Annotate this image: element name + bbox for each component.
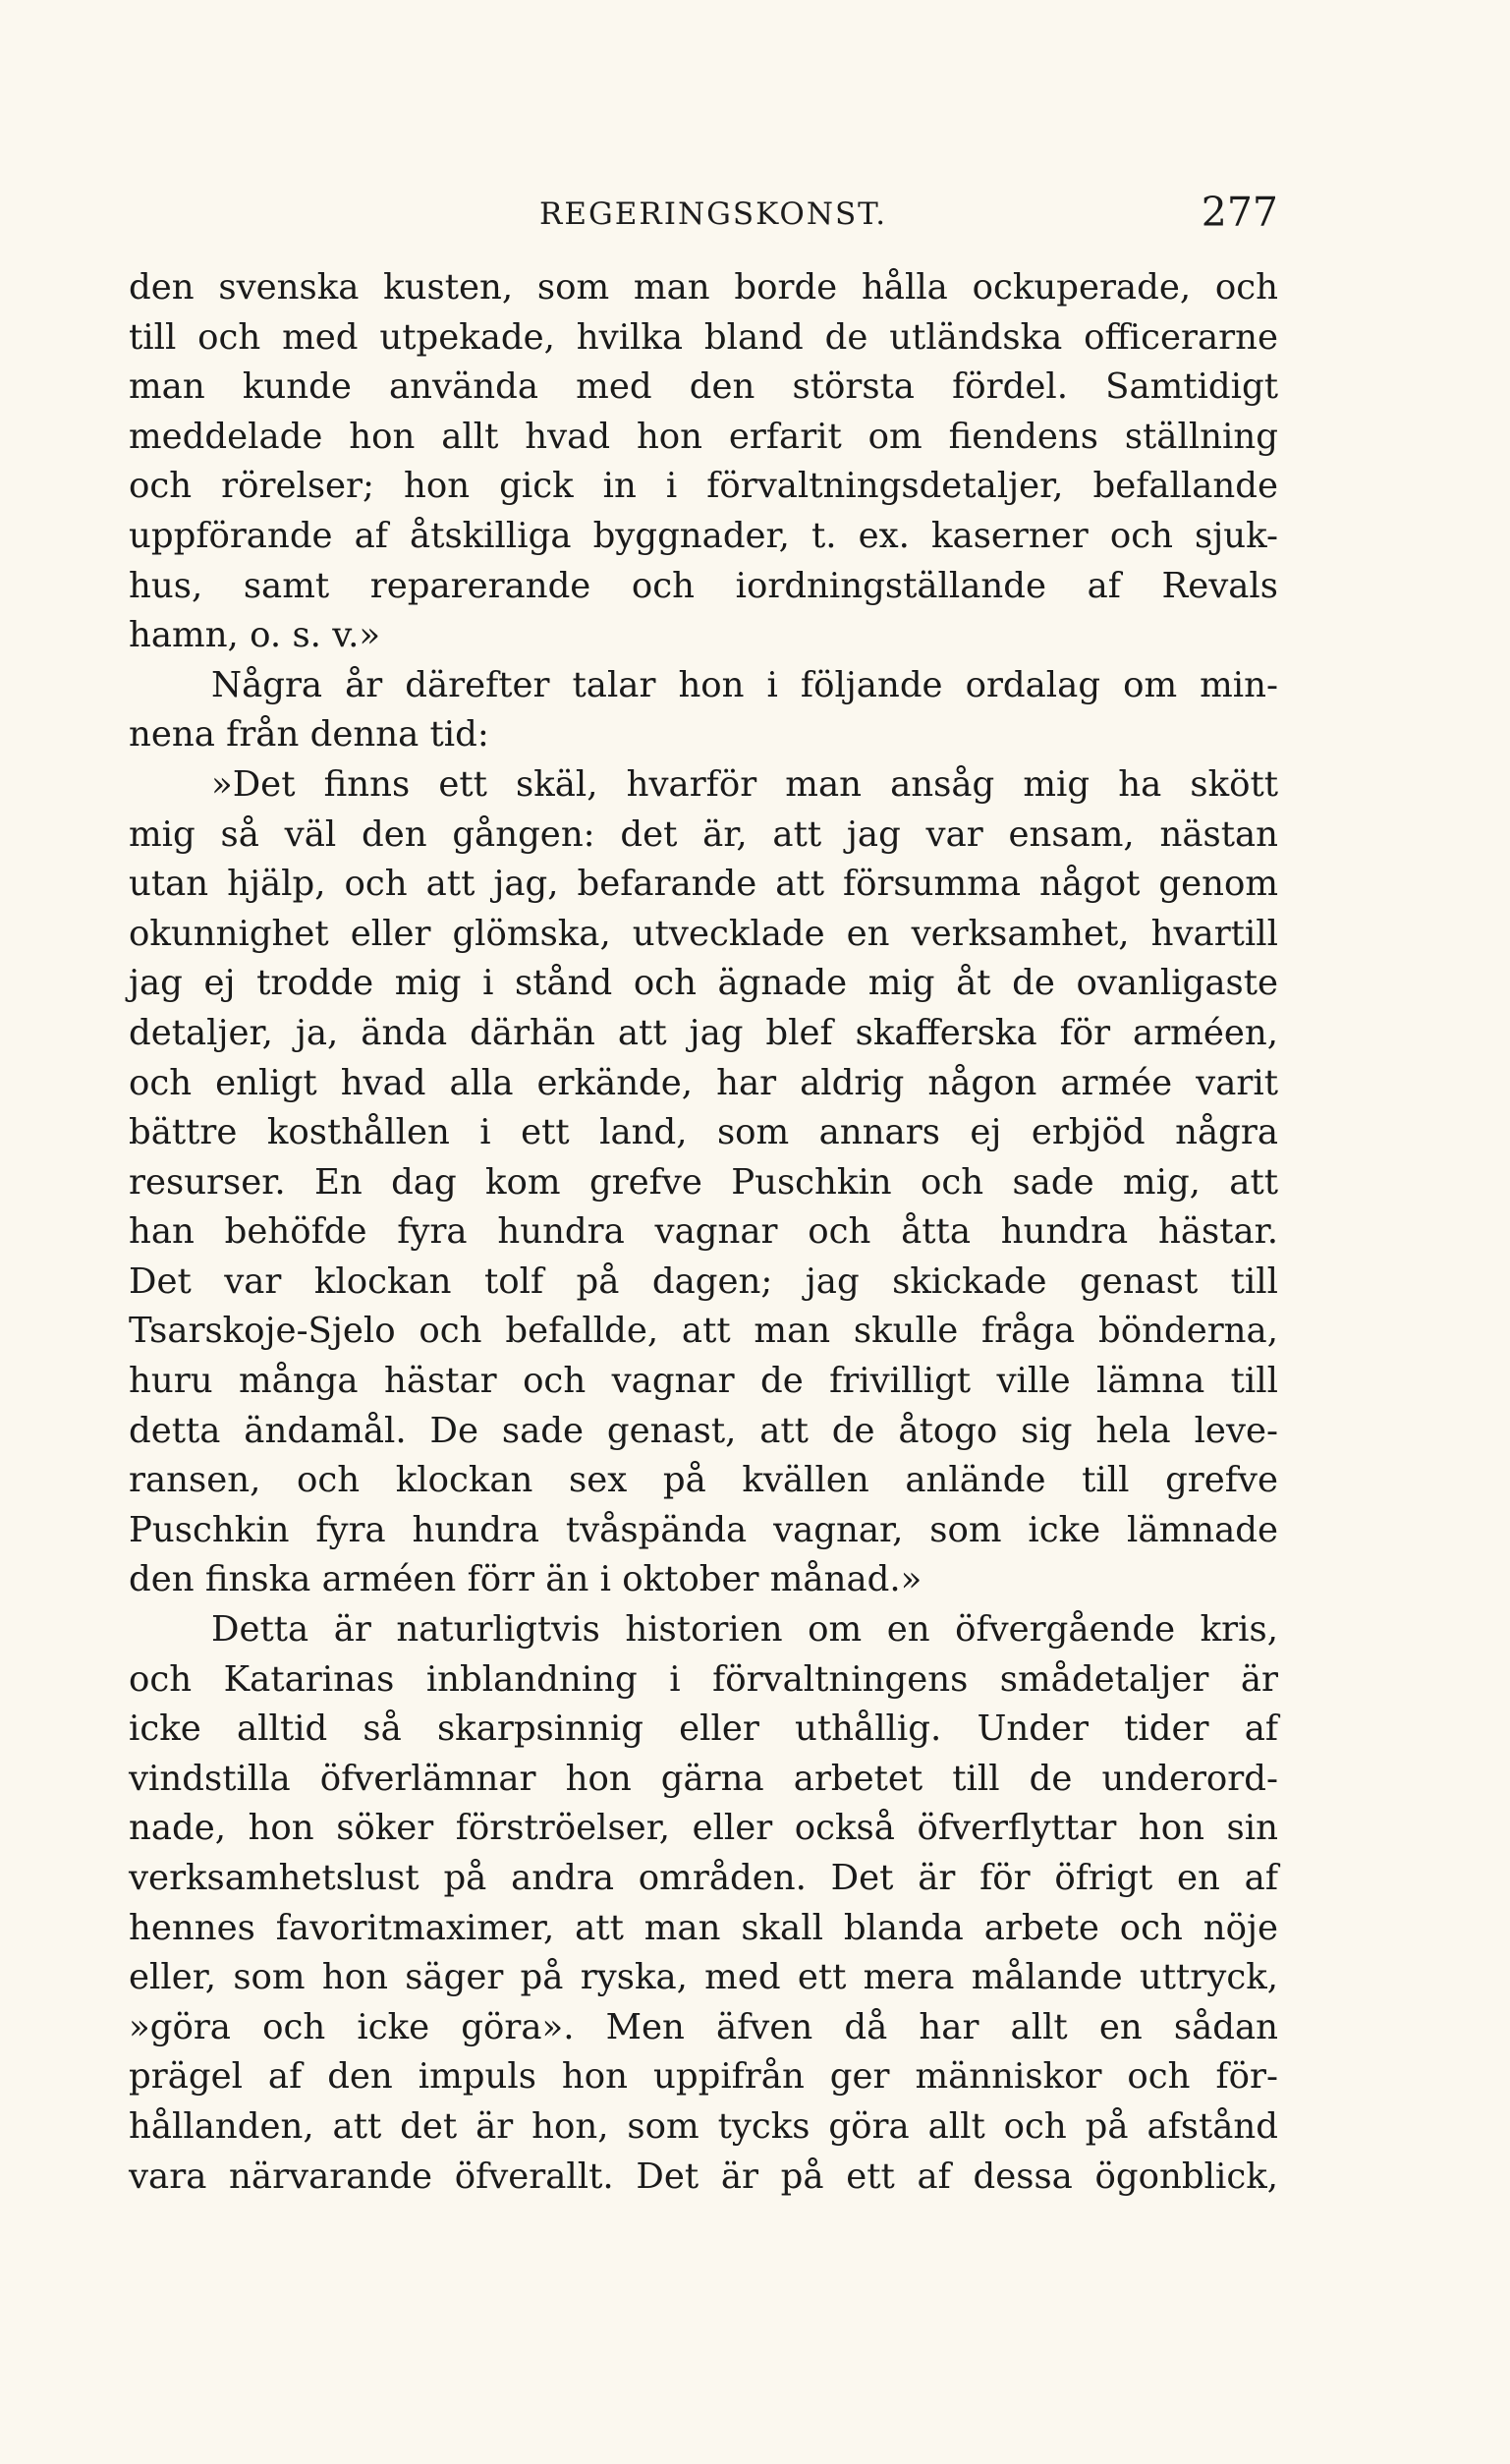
text-line: och rörelser; hon gick in i förvaltningsdetaljer, befallande [129, 466, 1278, 507]
text-line: hållanden, att det är hon, som tycks göra allt och på afstånd [129, 2105, 1278, 2147]
text-line: ransen, och klockan sex på kvällen anlände till grefve [129, 1460, 1278, 1501]
text-line: »göra och icke göra». Men äfven då har allt en sådan [129, 2006, 1278, 2047]
text-line: hamn, o. s. v.» [129, 615, 381, 656]
text-line: hennes favoritmaximer, att man skall blanda arbete och nöje [129, 1907, 1278, 1948]
page-number: 277 [1201, 189, 1278, 236]
text-line: Puschkin fyra hundra tvåspända vagnar, som icke lämnade [129, 1509, 1278, 1550]
text-line: hus, samt reparerande och iordningställande af Revals [129, 565, 1278, 606]
text-line: meddelade hon allt hvad hon erfarit om fiendens ställning [129, 416, 1278, 457]
text-line: Tsarskoje-Sjelo och befallde, att man skulle fråga bönderna, [129, 1311, 1278, 1352]
text-line: detaljer, ja, ända därhän att jag blef skafferska för arméen, [129, 1012, 1278, 1053]
text-line: och Katarinas inblandning i förvaltningens smådetaljer är [129, 1658, 1278, 1700]
text-line: och enligt hvad alla erkände, har aldrig någon armée varit [129, 1062, 1278, 1103]
text-line: mig så väl den gången: det är, att jag var ensam, nästan [129, 813, 1278, 855]
text-line: nade, hon söker förströelser, eller också öfverflyttar hon sin [129, 1808, 1278, 1849]
text-line: Detta är naturligtvis historien om en öfvergående kris, [211, 1609, 1278, 1651]
body-text [129, 263, 1278, 2202]
text-line: detta ändamål. De sade genast, att de åtogo sig hela leve- [129, 1410, 1278, 1451]
text-line: den finska arméen förr än i oktober månad.» [129, 1559, 923, 1600]
text-line: man kunde använda med den största fördel. Samtidigt [129, 366, 1278, 408]
text-line: vara närvarande öfverallt. Det är på ett af dessa ögonblick, [129, 2156, 1278, 2197]
text-line: Några år därefter talar hon i följande ordalag om min- [211, 664, 1278, 705]
text-line: bättre kosthållen i ett land, som annars ej erbjöd några [129, 1112, 1278, 1153]
running-head: REGERINGSKONST. [539, 196, 888, 232]
text-line: »Det finns ett skäl, hvarför man ansåg mig ha skött [211, 763, 1278, 805]
text-line: huru många hästar och vagnar de frivilligt ville lämna till [129, 1361, 1278, 1402]
text-line: Det var klockan tolf på dagen; jag skickade genast till [129, 1260, 1278, 1302]
text-line: icke alltid så skarpsinnig eller uthållig. Under tider af [129, 1708, 1278, 1750]
text-line: jag ej trodde mig i stånd och ägnade mig åt de ovanligaste [129, 963, 1278, 1004]
text-line: uppförande af åtskilliga byggnader, t. ex. kaserner och sjuk- [129, 515, 1278, 556]
text-line: prägel af den impuls hon uppifrån ger människor och för- [129, 2056, 1278, 2098]
text-line: okunnighet eller glömska, utvecklade en verksamhet, hvartill [129, 913, 1278, 954]
text-line: eller, som hon säger på ryska, med ett mera målande uttryck, [129, 1957, 1278, 1998]
text-line: vindstilla öfverlämnar hon gärna arbetet till de underord- [129, 1758, 1278, 1799]
text-line: till och med utpekade, hvilka bland de utländska officerarne [129, 316, 1278, 358]
text-line: nena från denna tid: [129, 714, 489, 756]
text-line: den svenska kusten, som man borde hålla ockuperade, och [129, 267, 1278, 308]
text-line: verksamhetslust på andra områden. Det är för öfrigt en af [129, 1858, 1278, 1898]
text-line: utan hjälp, och att jag, befarande att försumma något genom [129, 864, 1278, 905]
text-line: resurser. En dag kom grefve Puschkin och sade mig, att [129, 1161, 1278, 1203]
page-header [129, 189, 1278, 248]
text-line: han behöfde fyra hundra vagnar och åtta hundra hästar. [129, 1211, 1278, 1253]
